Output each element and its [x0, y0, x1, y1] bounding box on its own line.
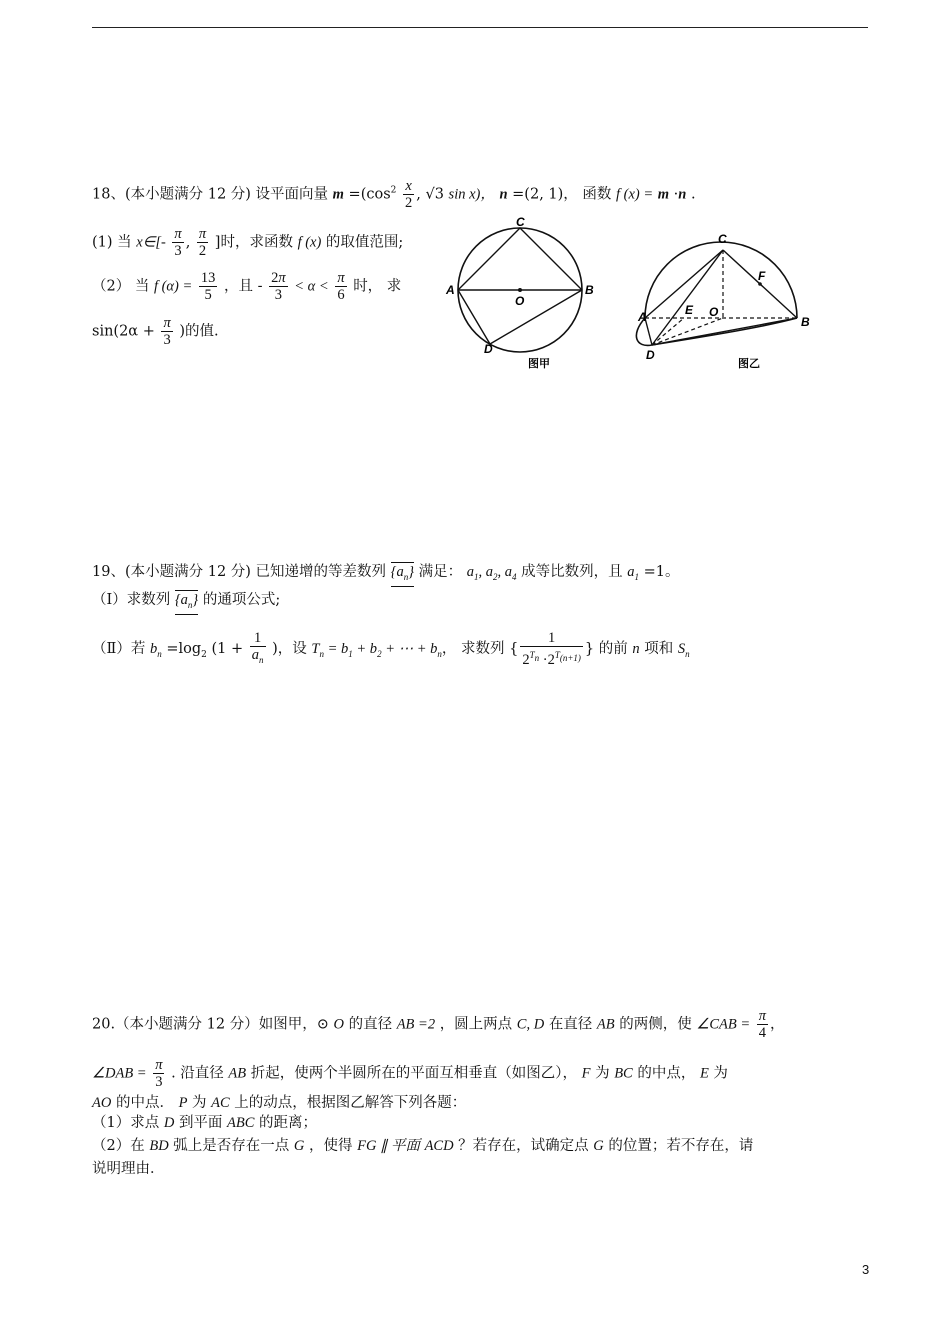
q19-line1: 19、(本小题满分 12 分) 已知递增的等差数列 $\{a_n\}$ 满足： $a_1$, $a_2$, $a_4$ 成等比数列，且 $a_1 =1$。 [92, 562, 679, 587]
q18-part2-cont: sin(2α + $\frac{\pi}{3}$ )的值. [92, 315, 219, 348]
q19-part1: （Ⅰ）求数列 $\{a_n\}$ 的通项公式; [92, 590, 280, 615]
vector-m: m [332, 186, 344, 203]
label-A-yi: A [638, 310, 647, 324]
label-D-yi: D [646, 348, 655, 362]
q20-part1: （1）求点 D 到平面 ABC 的距离； [92, 1115, 318, 1131]
label-O-yi: O [709, 305, 719, 319]
label-O-jia: O [515, 294, 525, 308]
geometry-figures [440, 210, 830, 375]
label-A-jia: A [446, 283, 455, 297]
q20-part2-cont: 说明理由． [92, 1161, 165, 1177]
figure-yi [636, 232, 810, 370]
q18-part1: (1) 当 x∈[- $\frac{\pi}{3}$ , $\frac{\pi}{2}$ ]时，求函数 f (x) 的取值范围; [92, 226, 404, 259]
vector-n: n [499, 186, 508, 203]
q20-line2: ∠DAB = $\frac{\pi}{3}$ . 沿直径 AB 折起，使两个半圆所在的平面互相垂直（如图乙）， F 为 BC 的中点， E 为 [92, 1057, 728, 1090]
label-C-yi: C [718, 232, 727, 246]
figure-jia [445, 215, 594, 370]
sqrt3: √3 [425, 186, 444, 203]
q18-part2: （2） 当 f (α) = $\frac{13}{5}$ ，且 - $\frac{2\pi}{3}$ < α < $\frac{\pi}{6}$ 时， 求 [92, 270, 402, 303]
fraction-x-2: $\frac{x}{2}$ [405, 178, 413, 211]
label-F-yi: F [758, 269, 766, 283]
header-rule [92, 27, 868, 28]
q19-part2: （Ⅱ）若 $b_n =\log_2$ (1 + $\frac{1}{a_n}$ )，设 $T_n = b_1 + b_2$ + ⋯ + $b_n$， 求数列 { $\frac{1}{2^{T_n} \cdot 2^{T_{(n+1)}}}$ } 的前 n 项和 $S_n$ [92, 630, 690, 668]
label-D-jia: D [484, 342, 493, 356]
q20-line3: AO 的中点． P 为 AC 上的动点，根据图乙解答下列各题： [92, 1095, 467, 1111]
caption-jia: 图甲 [528, 358, 550, 370]
label-B-yi: B [801, 315, 810, 329]
label-E-yi: E [685, 303, 694, 317]
page-number: 3 [862, 1262, 870, 1277]
q20-part2: （2）在 BD 弧上是否存在一点 G ，使得 FG ∥ 平面 ACD ？若存在，试确定点 G 的位置；若不存在，请 [92, 1138, 754, 1154]
q20-line1: 20.（本小题满分 12 分）如图甲，⊙ O 的直径 AB =2 ，圆上两点 C, D 在直径 AB 的两侧，使 ∠CAB = $\frac{\pi}{4}$ ， [92, 1008, 785, 1041]
label-C-jia: C [516, 215, 525, 229]
q18-line1: 18、(本小题满分 12 分) 设平面向量 $m =(\cos^2$ $\frac{x}{2}$ , √3 sin x)， n =(2, 1)， 函数 f (x) = m ·n . [92, 178, 696, 211]
caption-yi: 图乙 [738, 358, 760, 370]
label-B-jia: B [585, 283, 594, 297]
